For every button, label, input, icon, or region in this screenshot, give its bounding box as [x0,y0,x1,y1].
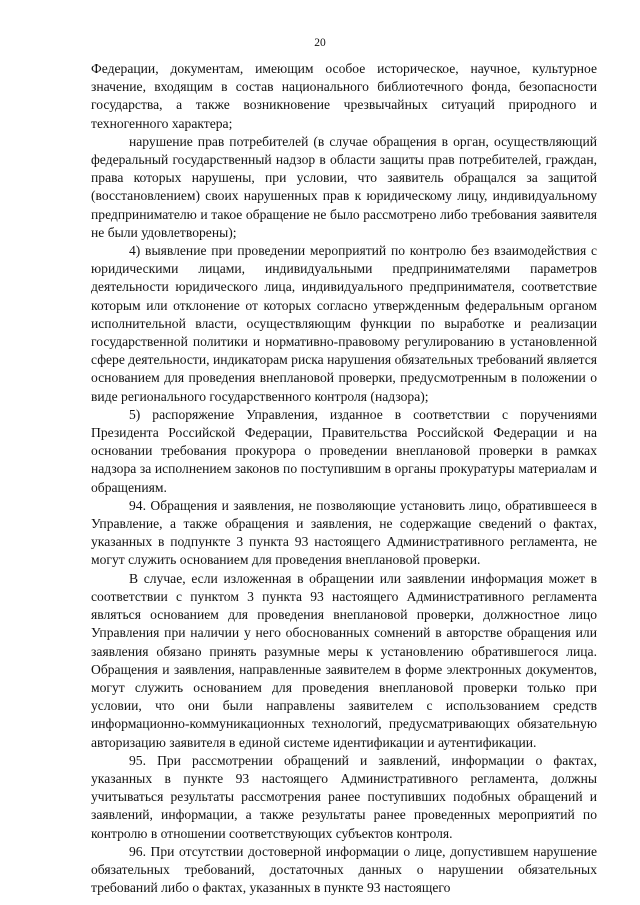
page-number: 20 [314,37,326,49]
paragraph-continuation: Федерации, документам, имеющим особое историческое, научное, культурное значение, входящим в состав национального библиотечного фонда, безопасности государства, а также возникновение чрезвычайных ситуаций природного и техногенного характера; [91,61,597,131]
paragraph-item-4: 4) выявление при проведении мероприятий по контролю без взаимодействия с юридическими лицами, индивидуальными предпринимателями параметров деятельности юридического лица, индивидуального предпринимателя, соответствие которым или отклонение от которых согласно утвержденным федеральным органом исполнительной власти, осуществляющим функции по выработке и реализации государственной политики и нормативно-правовому регулированию в установленной сфере деятельности, индикаторам риска нарушения обязательных требований является основанием для проведения внеплановой проверки, предусмотренным в положении о виде регионального государственного контроля (надзора); [91,243,597,404]
paragraph-item-5: 5) распоряжение Управления, изданное в соответствии с поручениями Президента Российской Федерации, Правительства Российской Федерации и на основании требования прокурора о проведении внеплановой проверки в рамках надзора за исполнением законов по поступившим в органы прокуратуры материалам и обращениям. [91,406,597,495]
paragraph-clause-94-continued: В случае, если изложенная в обращении или заявлении информация может в соответствии с пунктом 3 пункта 93 настоящего Административного регламента являться основанием для проведения внеплановой проверки, должностное лицо Управления при наличии у него обоснованных сомнений в авторстве обращения или заявления обязано принять разумные меры к установлению обратившегося лица. Обращения и заявления, направленные заявителем в форме электронных документов, могут служить основанием для проведения внеплановой проверки только при условии, что они были направлены заявителем с использованием средств информационно-коммуникационных технологий, предусматривающих обязательную авторизацию заявителя в единой системе идентификации и аутентификации. [91,570,597,750]
document-body [91,60,597,897]
paragraph-clause-96: 96. При отсутствии достоверной информации о лице, допустившем нарушение обязательных требований, достаточных данных о нарушении обязательных требований либо о фактах, указанных в пункте 93 настоящего [91,843,597,896]
paragraph-clause-95: 95. При рассмотрении обращений и заявлений, информации о фактах, указанных в пункте 93 настоящего Административного регламента, должны учитываться результаты рассмотрения ранее поступивших подобных обращений и заявлений, информации, а также результаты ранее проведенных мероприятий по контролю в отношении соответствующих субъектов контроля. [91,752,597,841]
paragraph-consumer-rights: нарушение прав потребителей (в случае обращения в орган, осуществляющий федеральный государственный надзор в области защиты прав потребителей, граждан, права которых нарушены, при условии, что заявитель обращался за защитой (восстановлением) своих нарушенных прав к юридическому лицу, индивидуальному предпринимателю и такое обращение не было рассмотрено либо требования заявителя не были удовлетворены); [91,133,597,240]
paragraph-clause-94: 94. Обращения и заявления, не позволяющие установить лицо, обратившееся в Управление, а также обращения и заявления, не содержащие сведений о фактах, указанных в подпункте 3 пункта 93 настоящего Административного регламента, не могут служить основанием для проведения внеплановой проверки. [91,497,597,568]
